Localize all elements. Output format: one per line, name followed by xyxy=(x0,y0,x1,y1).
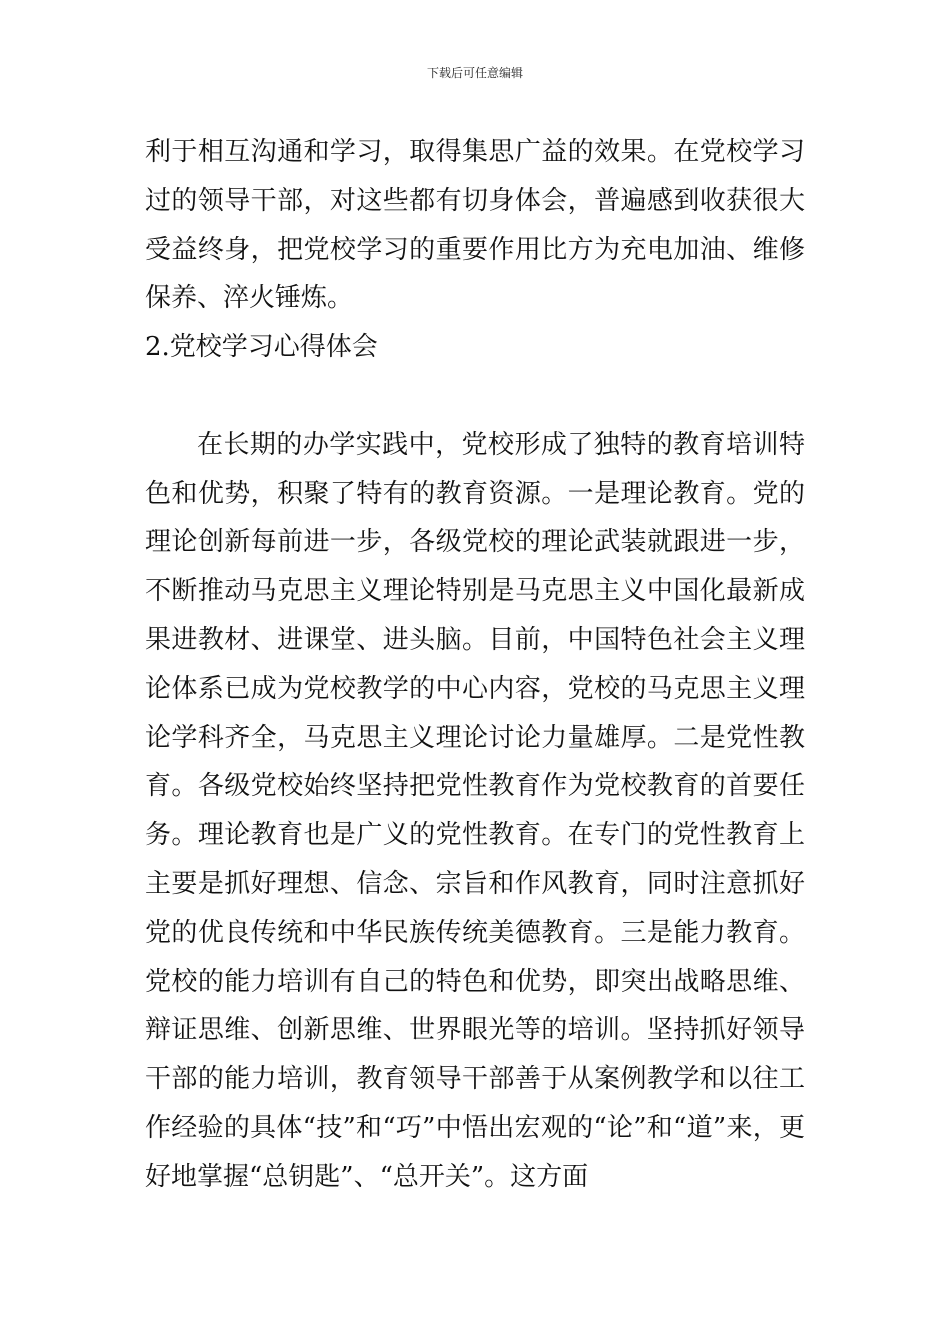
section-heading: 2.党校学习心得体会 xyxy=(145,332,378,363)
paragraph-1: 利于相互沟通和学习，取得集思广益的效果。在党校学习过的领导干部，对这些都有切身体会，普遍感到收获很大受益终身，把党校学习的重要作用比方为充电加油、维修保养、淬火锤炼。 xyxy=(145,137,805,314)
paragraph-2: 在长期的办学实践中，党校形成了独特的教育培训特色和优势，积聚了特有的教育资源。一是理论教育。党的理论创新每前进一步，各级党校的理论武装就跟进一步，不断推动马克思主义理论特别是马克思主义中国化最新成果进教材、进课堂、进头脑。目前，中国特色社会主义理论体系已成为党校教学的中心内容，党校的马克思主义理论学科齐全，马克思主义理论讨论力量雄厚。二是党性教育。各级党校始终坚持把党性教育作为党校教育的首要任务。理论教育也是广义的党性教育。在专门的党性教育上主要是抓好理想、信念、宗旨和作风教育，同时注意抓好党的优良传统和中华民族传统美德教育。三是能力教育。党校的能力培训有自己的特色和优势，即突出战略思维、辩证思维、创新思维、世界眼光等的培训。坚持抓好领导干部的能力培训，教育领导干部善于从案例教学和以往工作经验的具体“技”和“巧”中悟出宏观的“论”和“道”来，更好地掌握“总钥匙”、“总开关”。这方面 xyxy=(145,429,805,1192)
document-body xyxy=(145,128,805,1202)
blank-line xyxy=(145,372,805,421)
page-header-note: 下载后可任意编辑 xyxy=(426,66,523,80)
